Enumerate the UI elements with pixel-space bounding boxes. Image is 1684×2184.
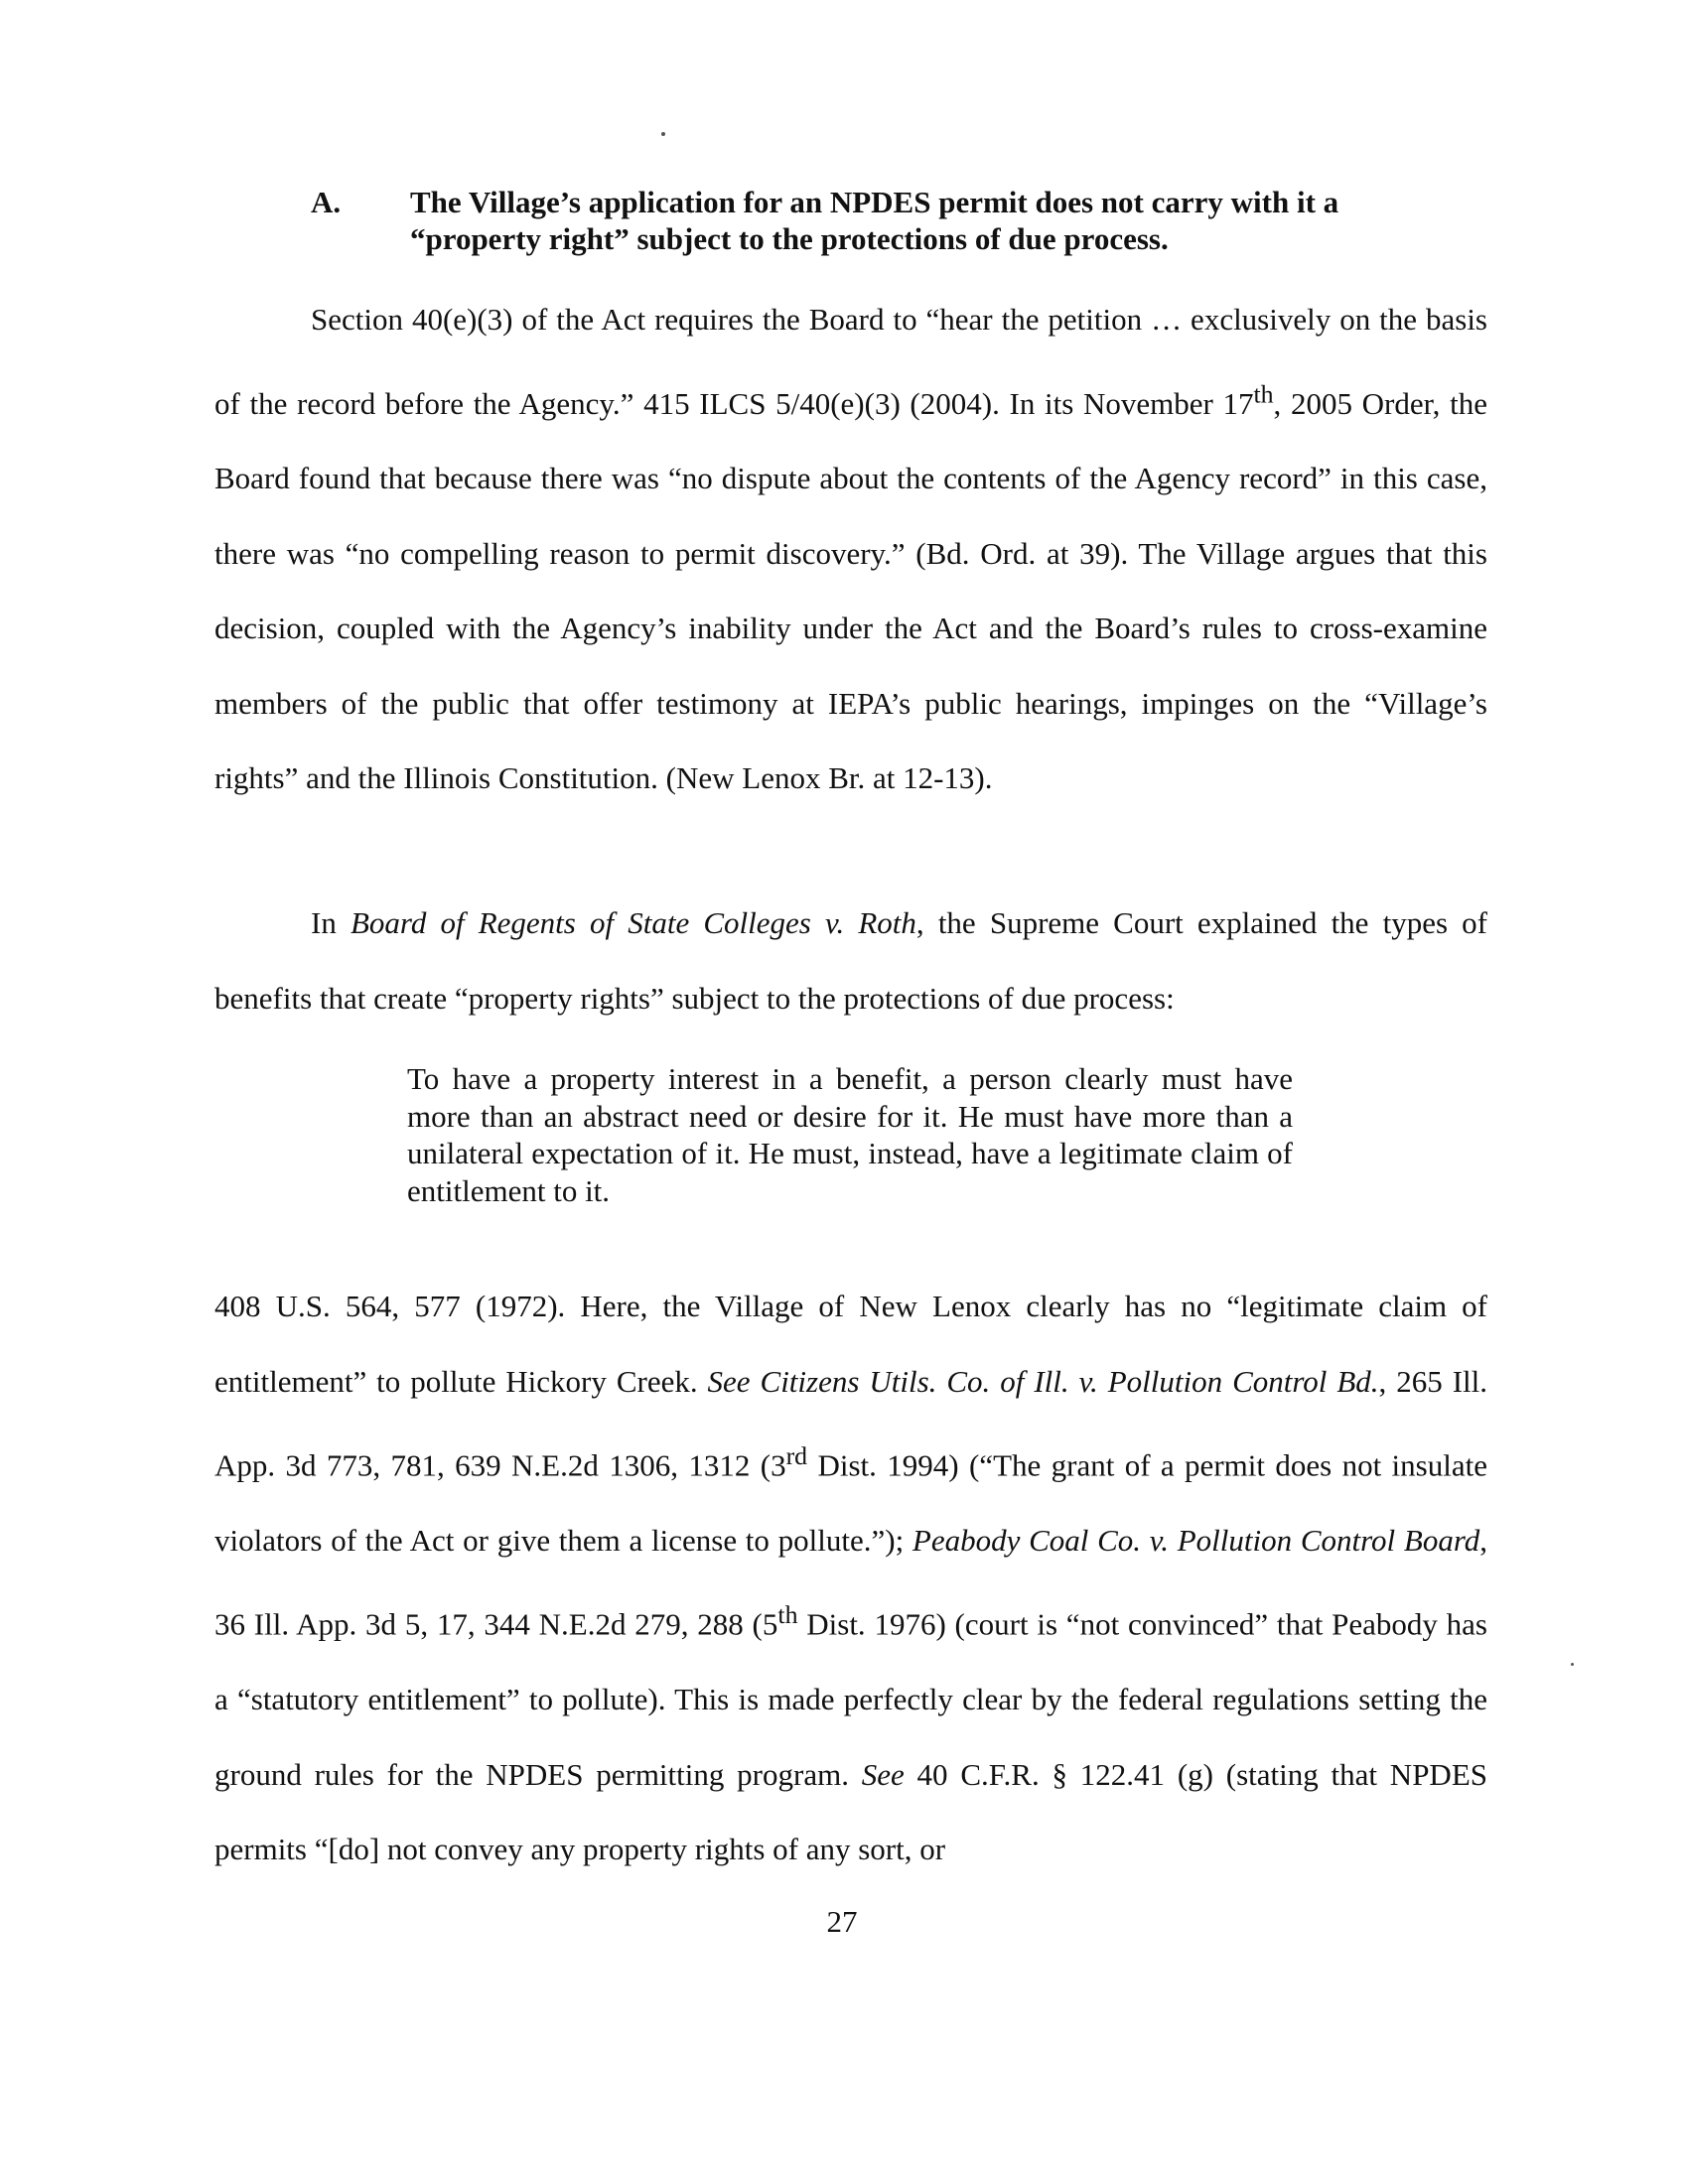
page-number: 27: [826, 1904, 858, 1939]
case-name-citizens-utils: See Citizens Utils. Co. of Ill. v. Pollution Control Bd.: [707, 1363, 1379, 1399]
paragraph-roth-pre: In: [311, 905, 351, 940]
block-quote: To have a property interest in a benefit, a person clearly must have more than an abstract need or desire for it. He must have more than a unilateral expectation of it. He must, instead, have a legitimate claim of entitlement to it.: [407, 1061, 1293, 1208]
superscript-th: th: [1253, 379, 1274, 409]
paragraph-section-40: [214, 282, 1487, 816]
case-name-peabody: Peabody Coal Co. v. Pollution Control Board: [912, 1522, 1480, 1558]
case-name-roth: Board of Regents of State Colleges v. Roth: [350, 905, 916, 940]
superscript-th: th: [777, 1600, 798, 1630]
section-heading-text: The Village’s application for an NPDES permit does not carry with it a “property right” subject to the protections of due process.: [410, 185, 1339, 256]
paragraph-roth: [214, 886, 1487, 1035]
section-letter: A.: [311, 185, 342, 219]
scan-speck: [1571, 1663, 1574, 1666]
superscript-rd: rd: [785, 1441, 808, 1470]
scan-speck: [661, 132, 665, 136]
paragraph-entitlement-text-4: , 36 Ill. App. 3d 5, 17, 344 N.E.2d 279, 288 (5: [214, 1522, 1487, 1642]
paragraph-entitlement-text-5: Dist. 1976) (court is “not convinced” that Peabody has a “statutory entitlement” to pollute). This is made perfectly clear by the federal regulations setting the ground rules for the NPDES permitting program.: [214, 1606, 1487, 1792]
paragraph-entitlement-text-2: , 265 Ill. App. 3d 773, 781, 639 N.E.2d 1306, 1312 (3: [214, 1363, 1487, 1483]
paragraph-entitlement-text-1: 408 U.S. 564, 577 (1972). Here, the Village of New Lenox clearly has no “legitimate claim of entitlement” to pollute Hickory Creek.: [214, 1289, 1487, 1399]
paragraph-entitlement-text-3: Dist. 1994) (“The grant of a permit does not insulate violators of the Act or give them a license to pollute.”);: [214, 1447, 1487, 1558]
paragraph-entitlement-text-6: 40 C.F.R. § 122.41 (g) (stating that NPDES permits “[do] not convey any property rights of any sort, or: [214, 1756, 1487, 1867]
paragraph-roth-post: , the Supreme Court explained the types of benefits that create “property rights” subject to the protections of due process:: [214, 905, 1487, 1016]
paragraph-section-40-text: Section 40(e)(3) of the Act requires the Board to “hear the petition … exclusively on the basis of the record before the Agency.” 415 ILCS 5/40(e)(3) (2004). In its November 17th, 2005 Order, the Board found that because there was “no dispute about the contents of the Agency record” in this case, there was “no compelling reason to permit discovery.” (Bd. Ord. at 39). The Village argues that this decision, coupled with the Agency’s inability under the Act and the Board’s rules to cross-examine members of the public that offer testimony at IEPA’s public hearings, impinges on the “Village’s rights” and the Illinois Constitution. (New Lenox Br. at 12-13).: [214, 302, 1487, 796]
signal-see: See: [861, 1756, 905, 1792]
paragraph-entitlement: [214, 1269, 1487, 1887]
